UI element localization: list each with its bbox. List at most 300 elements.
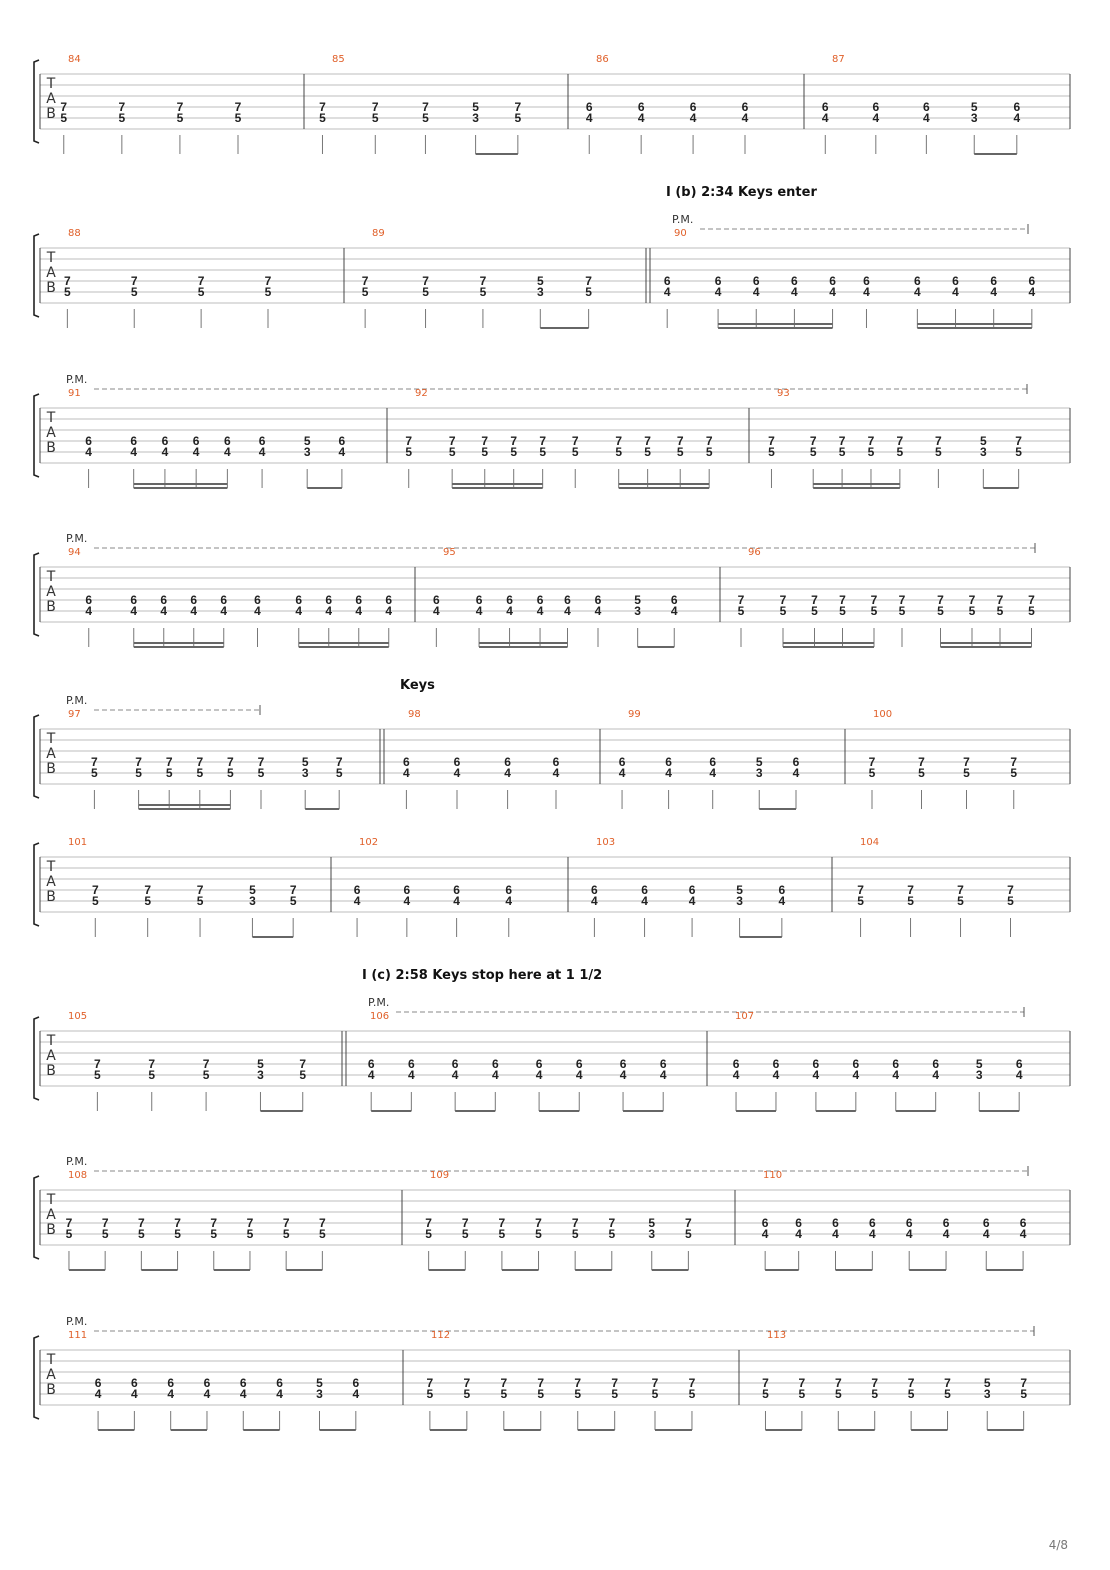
fret-number: 3	[316, 1387, 323, 1401]
system-bracket	[34, 843, 39, 926]
fret-number: 5	[101, 1227, 109, 1241]
fret-number: 4	[575, 1068, 583, 1082]
fret-number: 5	[963, 766, 970, 780]
fret-number: 6	[772, 1057, 780, 1071]
fret-number: 7	[535, 1216, 542, 1230]
fret-number: 7	[257, 755, 265, 769]
measure-number: 96	[748, 547, 761, 558]
fret-number: 7	[839, 593, 846, 607]
fret-number: 5	[249, 883, 256, 897]
fret-number: 7	[319, 100, 326, 114]
fret-number: 6	[791, 274, 798, 288]
fret-number: 6	[1019, 1216, 1027, 1230]
tab-clef-letter: A	[46, 1367, 56, 1383]
fret-number: 7	[809, 434, 817, 448]
fret-number: 7	[651, 1376, 659, 1390]
fret-number: 6	[192, 434, 200, 448]
palm-mute-label: P.M.	[66, 1315, 88, 1328]
fret-number: 6	[453, 883, 460, 897]
fret-number: 4	[161, 445, 169, 459]
fret-number: 5	[425, 1227, 432, 1241]
fret-number: 5	[91, 766, 98, 780]
tab-clef-letter: B	[46, 280, 56, 296]
measure-number: 95	[443, 547, 456, 558]
fret-number: 7	[227, 755, 234, 769]
fret-number: 7	[968, 593, 976, 607]
fret-number: 5	[608, 1227, 616, 1241]
fret-number: 6	[637, 100, 645, 114]
fret-number: 4	[367, 1068, 375, 1082]
fret-number: 5	[514, 111, 522, 125]
measure-number: 104	[860, 837, 880, 848]
tab-clef-letter: A	[46, 874, 56, 890]
section-marker: I (b) 2:34 Keys enter	[666, 185, 817, 200]
tab-clef-letter: A	[46, 584, 56, 600]
fret-number: 6	[536, 593, 544, 607]
fret-number: 5	[472, 100, 479, 114]
fret-number: 7	[944, 1376, 951, 1390]
fret-number: 5	[615, 445, 623, 459]
fret-number: 4	[1015, 1068, 1023, 1082]
fret-number: 5	[498, 1227, 506, 1241]
fret-number: 7	[361, 274, 369, 288]
fret-number: 5	[135, 766, 142, 780]
fret-number: 7	[282, 1216, 290, 1230]
fret-number: 4	[585, 111, 593, 125]
fret-number: 5	[246, 1227, 254, 1241]
fret-number: 7	[868, 755, 876, 769]
fret-number: 5	[319, 111, 326, 125]
measure-number: 88	[68, 228, 81, 239]
tab-clef-letter: A	[46, 746, 56, 762]
fret-number: 6	[504, 755, 511, 769]
fret-number: 5	[644, 445, 651, 459]
fret-number: 5	[762, 1387, 769, 1401]
fret-number: 5	[197, 285, 205, 299]
fret-number: 7	[705, 434, 713, 448]
fret-number: 6	[355, 593, 363, 607]
fret-number: 7	[811, 593, 818, 607]
measure-number: 89	[372, 228, 385, 239]
fret-number: 7	[197, 274, 205, 288]
fret-number: 5	[144, 894, 152, 908]
fret-number: 4	[942, 1227, 950, 1241]
tab-clef-letter: T	[46, 859, 56, 875]
fret-number: 3	[983, 1387, 991, 1401]
fret-number: 7	[937, 593, 944, 607]
fret-number: 5	[574, 1387, 582, 1401]
section-marker: I (c) 2:58 Keys stop here at 1 1/2	[362, 968, 603, 983]
fret-number: 6	[932, 1057, 940, 1071]
fret-number: 4	[923, 111, 930, 125]
fret-number: 6	[161, 434, 169, 448]
fret-number: 7	[768, 434, 775, 448]
fret-number: 3	[970, 111, 978, 125]
fret-number: 7	[585, 274, 592, 288]
fret-number: 4	[220, 604, 228, 618]
fret-number: 7	[1007, 883, 1014, 897]
fret-number: 6	[923, 100, 930, 114]
fret-number: 7	[64, 274, 71, 288]
fret-number: 6	[732, 1057, 740, 1071]
system-bracket	[34, 394, 39, 477]
fret-number: 6	[821, 100, 829, 114]
tab-clef-letter: B	[46, 761, 56, 777]
fret-number: 4	[85, 604, 93, 618]
fret-number: 6	[239, 1376, 247, 1390]
fret-number: 7	[135, 755, 142, 769]
fret-number: 4	[506, 604, 513, 618]
fret-number: 7	[246, 1216, 254, 1230]
fret-number: 5	[422, 285, 429, 299]
fret-number: 5	[303, 434, 311, 448]
fret-number: 4	[403, 894, 411, 908]
fret-number: 5	[1007, 894, 1014, 908]
fret-number: 5	[798, 1387, 806, 1401]
fret-number: 5	[537, 1387, 545, 1401]
fret-number: 5	[868, 766, 876, 780]
fret-number: 5	[867, 445, 875, 459]
fret-number: 5	[736, 883, 743, 897]
fret-number: 7	[644, 434, 651, 448]
fret-number: 5	[282, 1227, 290, 1241]
fret-number: 4	[355, 604, 363, 618]
fret-number: 5	[811, 604, 818, 618]
measure-number: 102	[359, 837, 379, 848]
fret-number: 4	[94, 1387, 102, 1401]
fret-number: 6	[385, 593, 393, 607]
measure-number: 103	[596, 837, 616, 848]
fret-number: 3	[736, 894, 743, 908]
fret-number: 4	[475, 604, 483, 618]
fret-number: 4	[689, 111, 697, 125]
fret-number: 5	[768, 445, 775, 459]
fret-number: 4	[982, 1227, 990, 1241]
fret-number: 4	[491, 1068, 499, 1082]
fret-number: 6	[190, 593, 198, 607]
fret-number: 7	[907, 1376, 915, 1390]
fret-number: 7	[514, 100, 522, 114]
fret-number: 5	[264, 285, 272, 299]
tab-clef-letter: A	[46, 425, 56, 441]
fret-number: 4	[618, 766, 626, 780]
fret-number: 7	[371, 100, 379, 114]
fret-number: 7	[737, 593, 745, 607]
fret-number: 5	[611, 1387, 619, 1401]
system-bracket	[34, 234, 39, 317]
fret-number: 7	[138, 1216, 145, 1230]
fret-number: 6	[338, 434, 346, 448]
measure-number: 106	[370, 1011, 390, 1022]
fret-number: 5	[871, 1387, 879, 1401]
fret-number: 7	[688, 1376, 696, 1390]
fret-number: 4	[990, 285, 998, 299]
fret-number: 5	[479, 285, 487, 299]
measure-number: 100	[873, 709, 893, 720]
fret-number: 4	[535, 1068, 543, 1082]
tab-clef-letter: T	[46, 1033, 56, 1049]
fret-number: 6	[367, 1057, 375, 1071]
fret-number: 6	[505, 883, 513, 897]
fret-number: 6	[892, 1057, 900, 1071]
fret-number: 7	[234, 100, 242, 114]
fret-number: 5	[676, 445, 684, 459]
fret-number: 6	[475, 593, 483, 607]
measure-number: 99	[628, 709, 641, 720]
fret-number: 7	[935, 434, 942, 448]
fret-number: 6	[535, 1057, 543, 1071]
fret-number: 5	[779, 604, 787, 618]
fret-number: 3	[648, 1227, 656, 1241]
fret-number: 4	[1028, 285, 1036, 299]
fret-number: 4	[772, 1068, 780, 1082]
tab-clef-letter: B	[46, 1063, 56, 1079]
fret-number: 4	[433, 604, 440, 618]
fret-number: 5	[335, 766, 343, 780]
fret-number: 6	[688, 883, 696, 897]
fret-number: 6	[591, 883, 598, 897]
fret-number: 7	[867, 434, 875, 448]
fret-number: 5	[1010, 766, 1018, 780]
fret-number: 7	[481, 434, 489, 448]
fret-number: 6	[852, 1057, 860, 1071]
system-bracket	[34, 1017, 39, 1100]
measure-number: 105	[68, 1011, 88, 1022]
fret-number: 6	[258, 434, 266, 448]
fret-number: 5	[65, 1227, 73, 1241]
fret-number: 5	[755, 755, 763, 769]
palm-mute-label: P.M.	[672, 213, 694, 226]
fret-number: 4	[130, 604, 138, 618]
fret-number: 4	[761, 1227, 769, 1241]
fret-number: 5	[839, 604, 846, 618]
fret-number: 7	[60, 100, 68, 114]
fret-number: 4	[741, 111, 749, 125]
measure-number: 93	[777, 388, 790, 399]
fret-number: 6	[641, 883, 648, 897]
fret-number: 5	[301, 755, 309, 769]
fret-number: 4	[670, 604, 678, 618]
fret-number: 6	[352, 1376, 360, 1390]
fret-number: 5	[227, 766, 234, 780]
palm-mute-label: P.M.	[66, 532, 88, 545]
fret-number: 7	[461, 1216, 469, 1230]
measure-number: 101	[68, 837, 88, 848]
fret-number: 5	[257, 1057, 264, 1071]
fret-number: 6	[812, 1057, 820, 1071]
fret-number: 6	[130, 434, 138, 448]
fret-number: 4	[203, 1387, 211, 1401]
fret-number: 4	[85, 445, 92, 459]
fret-number: 6	[665, 755, 672, 769]
fret-number: 3	[303, 445, 311, 459]
fret-number: 5	[571, 1227, 579, 1241]
fret-number: 6	[618, 755, 626, 769]
fret-number: 6	[792, 755, 800, 769]
fret-number: 5	[648, 1216, 656, 1230]
fret-number: 5	[319, 1227, 326, 1241]
tab-clef-letter: A	[46, 265, 56, 281]
fret-number: 7	[65, 1216, 73, 1230]
tab-clef-letter: B	[46, 440, 56, 456]
fret-number: 5	[536, 274, 544, 288]
fret-number: 4	[536, 604, 544, 618]
measure-number: 94	[68, 547, 81, 558]
fret-number: 5	[737, 604, 745, 618]
fret-number: 4	[709, 766, 717, 780]
tab-clef-letter: T	[46, 1192, 56, 1208]
fret-number: 4	[869, 1227, 876, 1241]
fret-number: 6	[276, 1376, 283, 1390]
system-bracket	[34, 60, 39, 143]
tab-clef-letter: T	[46, 410, 56, 426]
fret-number: 6	[990, 274, 998, 288]
fret-number: 7	[838, 434, 846, 448]
fret-number: 5	[316, 1376, 323, 1390]
fret-number: 7	[537, 1376, 545, 1390]
fret-number: 5	[975, 1057, 983, 1071]
fret-number: 7	[448, 434, 456, 448]
fret-number: 6	[914, 274, 921, 288]
fret-number: 6	[85, 434, 92, 448]
fret-number: 4	[619, 1068, 627, 1082]
fret-number: 5	[983, 1376, 991, 1390]
fret-number: 7	[422, 274, 429, 288]
tab-clef-letter: B	[46, 599, 56, 615]
fret-number: 6	[952, 274, 959, 288]
fret-number: 7	[1028, 593, 1035, 607]
fret-number: 3	[472, 111, 479, 125]
fret-number: 5	[176, 111, 184, 125]
fret-number: 6	[408, 1057, 415, 1071]
fret-number: 4	[872, 111, 880, 125]
fret-number: 6	[663, 274, 671, 288]
fret-number: 5	[705, 445, 713, 459]
fret-number: 7	[425, 1216, 432, 1230]
fret-number: 5	[118, 111, 126, 125]
fret-number: 6	[689, 100, 697, 114]
fret-number: 3	[301, 766, 309, 780]
fret-number: 5	[481, 445, 489, 459]
fret-number: 4	[276, 1387, 283, 1401]
measure-number: 107	[735, 1011, 755, 1022]
fret-number: 6	[872, 100, 880, 114]
fret-number: 7	[130, 274, 138, 288]
fret-number: 5	[210, 1227, 218, 1241]
fret-number: 5	[234, 111, 242, 125]
fret-number: 7	[426, 1376, 434, 1390]
fret-number: 6	[982, 1216, 990, 1230]
fret-number: 6	[619, 1057, 627, 1071]
fret-number: 7	[335, 755, 343, 769]
fret-number: 5	[1015, 445, 1022, 459]
palm-mute-label: P.M.	[66, 1155, 88, 1168]
fret-number: 6	[832, 1216, 839, 1230]
fret-number: 5	[371, 111, 379, 125]
fret-number: 5	[422, 111, 429, 125]
fret-number: 6	[778, 883, 786, 897]
fret-number: 5	[944, 1387, 951, 1401]
tab-clef-letter: A	[46, 1048, 56, 1064]
fret-number: 4	[821, 111, 829, 125]
fret-number: 4	[791, 285, 798, 299]
palm-mute-label: P.M.	[368, 996, 390, 1009]
fret-number: 7	[299, 1057, 307, 1071]
measure-number: 91	[68, 388, 81, 399]
fret-number: 7	[1015, 434, 1022, 448]
fret-number: 4	[224, 445, 231, 459]
fret-number: 5	[996, 604, 1004, 618]
fret-number: 6	[506, 593, 513, 607]
measure-number: 86	[596, 54, 609, 65]
fret-number: 6	[1015, 1057, 1023, 1071]
fret-number: 5	[870, 604, 878, 618]
fret-number: 6	[131, 1376, 138, 1390]
fret-number: 4	[453, 894, 460, 908]
fret-number: 4	[732, 1068, 740, 1082]
fret-number: 5	[64, 285, 71, 299]
fret-number: 4	[505, 894, 513, 908]
fret-number: 4	[564, 604, 571, 618]
fret-number: 6	[741, 100, 749, 114]
fret-number: 4	[258, 445, 266, 459]
fret-number: 4	[408, 1068, 415, 1082]
fret-number: 4	[190, 604, 198, 618]
fret-number: 5	[571, 445, 579, 459]
fret-number: 5	[257, 766, 265, 780]
tab-clef-letter: T	[46, 731, 56, 747]
page-number: 4/8	[1048, 1538, 1068, 1552]
tab-clef-letter: B	[46, 106, 56, 122]
fret-number: 5	[461, 1227, 469, 1241]
fret-number: 7	[91, 883, 99, 897]
fret-number: 5	[809, 445, 817, 459]
system-bracket	[34, 1336, 39, 1419]
fret-number: 6	[325, 593, 333, 607]
fret-number: 7	[289, 883, 297, 897]
fret-number: 5	[196, 766, 204, 780]
fret-number: 5	[510, 445, 518, 459]
fret-number: 4	[403, 766, 410, 780]
fret-number: 4	[338, 445, 346, 459]
fret-number: 6	[491, 1057, 499, 1071]
fret-number: 7	[963, 755, 970, 769]
fret-number: 6	[203, 1376, 211, 1390]
fret-number: 6	[829, 274, 836, 288]
fret-number: 4	[160, 604, 168, 618]
fret-number: 7	[996, 593, 1004, 607]
fret-number: 4	[914, 285, 921, 299]
fret-number: 6	[670, 593, 678, 607]
fret-number: 4	[641, 894, 648, 908]
fret-number: 6	[1028, 274, 1036, 288]
fret-number: 5	[91, 894, 99, 908]
measure-number: 84	[68, 54, 81, 65]
fret-number: 5	[898, 604, 906, 618]
fret-number: 6	[403, 755, 410, 769]
fret-number: 5	[448, 445, 456, 459]
fret-number: 6	[552, 755, 560, 769]
fret-number: 6	[585, 100, 593, 114]
fret-number: 4	[659, 1068, 667, 1082]
measure-number: 98	[408, 709, 421, 720]
fret-number: 6	[942, 1216, 950, 1230]
fret-number: 5	[968, 604, 976, 618]
fret-number: 6	[761, 1216, 769, 1230]
fret-number: 4	[453, 766, 461, 780]
system-bracket	[34, 553, 39, 636]
fret-number: 4	[665, 766, 672, 780]
